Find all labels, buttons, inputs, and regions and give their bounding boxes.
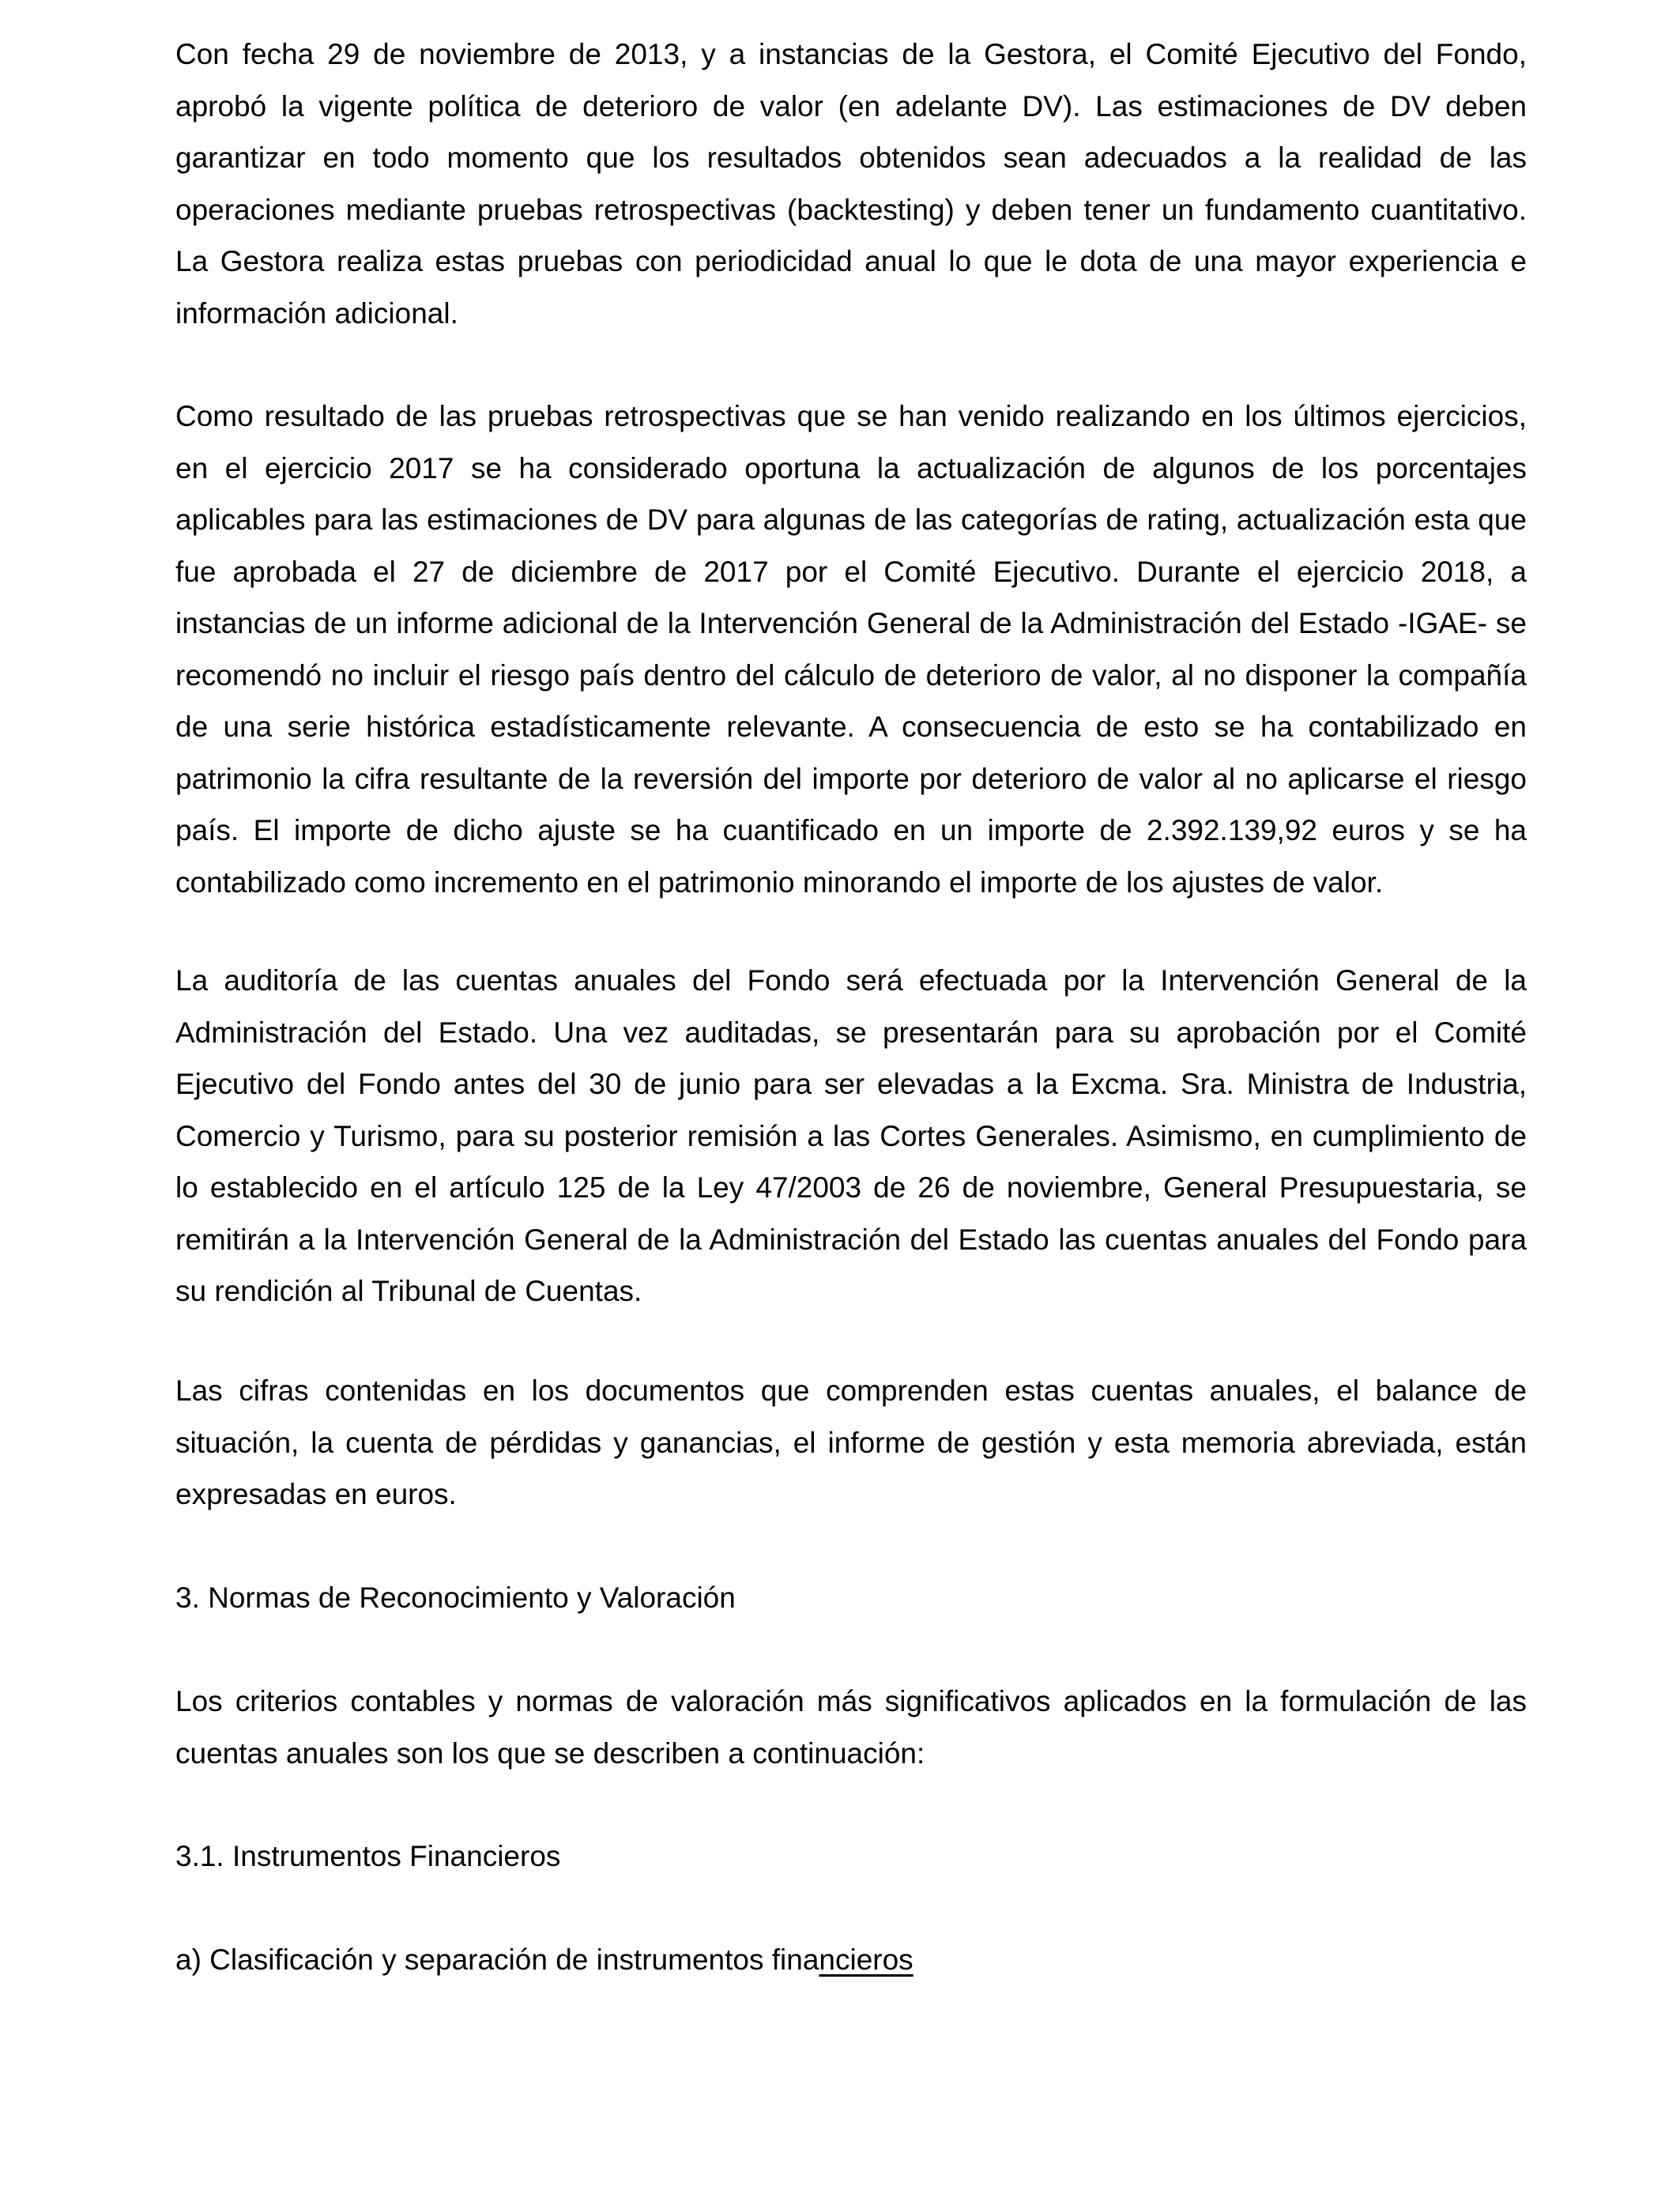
paragraph-currency: Las cifras contenidas en los documentos que comprenden estas cuentas anuales, el balance de situación, la cuenta de pérdidas y ganancias, el informe de gestión y esta memoria abreviada, están expresadas en euros.	[175, 1374, 1527, 1510]
section-heading: 3. Normas de Reconocimiento y Valoración	[175, 1581, 736, 1614]
item-heading	[175, 1934, 1527, 1986]
item-heading-underlined-text: ncieros	[819, 1943, 913, 1976]
subsection-heading: 3.1. Instrumentos Financieros	[175, 1840, 561, 1872]
paragraph-dv-policy: Con fecha 29 de noviembre de 2013, y a instancias de la Gestora, el Comité Ejecutivo del Fondo, aprobó la vigente política de deterioro de valor (en adelante DV). Las estimaciones de DV deben garantizar en todo momento que los resultados obtenidos sean adecuados a la realidad de las operaciones mediante pruebas retrospectivas (backtesting) y deben tener un fundamento cuantitativo. La Gestora realiza estas pruebas con periodicidad anual lo que le dota de una mayor experiencia e información adicional.	[175, 38, 1527, 330]
paragraph-criteria: Los criterios contables y normas de valoración más significativos aplicados en la formulación de las cuentas anuales son los que se describen a continuación:	[175, 1685, 1527, 1770]
paragraph-backtesting-results: Como resultado de las pruebas retrospectivas que se han venido realizando en los últimos ejercicios, en el ejercicio 2017 se ha considerado oportuna la actualización de algunos de los porcentajes aplicables para las estimaciones de DV para algunas de las categorías de rating, actualización esta que fue aprobada el 27 de diciembre de 2017 por el Comité Ejecutivo. Durante el ejercicio 2018, a instancias de un informe adicional de la Intervención General de la Administración del Estado -IGAE- se recomendó no incluir el riesgo país dentro del cálculo de deterioro de valor, al no disponer la compañía de una serie histórica estadísticamente relevante. A consecuencia de esto se ha contabilizado en patrimonio la cifra resultante de la reversión del importe por deterioro de valor al no aplicarse el riesgo país. El importe de dicho ajuste se ha cuantificado en un importe de 2.392.139,92 euros y se ha contabilizado como incremento en el patrimonio minorando el importe de los ajustes de valor.	[175, 400, 1527, 899]
item-heading-text: a) Clasificación y separación de instrumentos fina	[175, 1943, 819, 1976]
paragraph-audit: La auditoría de las cuentas anuales del Fondo será efectuada por la Intervención General de la Administración del Estado. Una vez auditadas, se presentarán para su aprobación por el Comité Ejecutivo del Fondo antes del 30 de junio para ser elevadas a la Excma. Sra. Ministra de Industria, Comercio y Turismo, para su posterior remisión a las Cortes Generales. Asimismo, en cumplimiento de lo establecido en el artículo 125 de la Ley 47/2003 de 26 de noviembre, General Presupuestaria, se remitirán a la Intervención General de la Administración del Estado las cuentas anuales del Fondo para su rendición al Tribunal de Cuentas.	[175, 964, 1527, 1307]
